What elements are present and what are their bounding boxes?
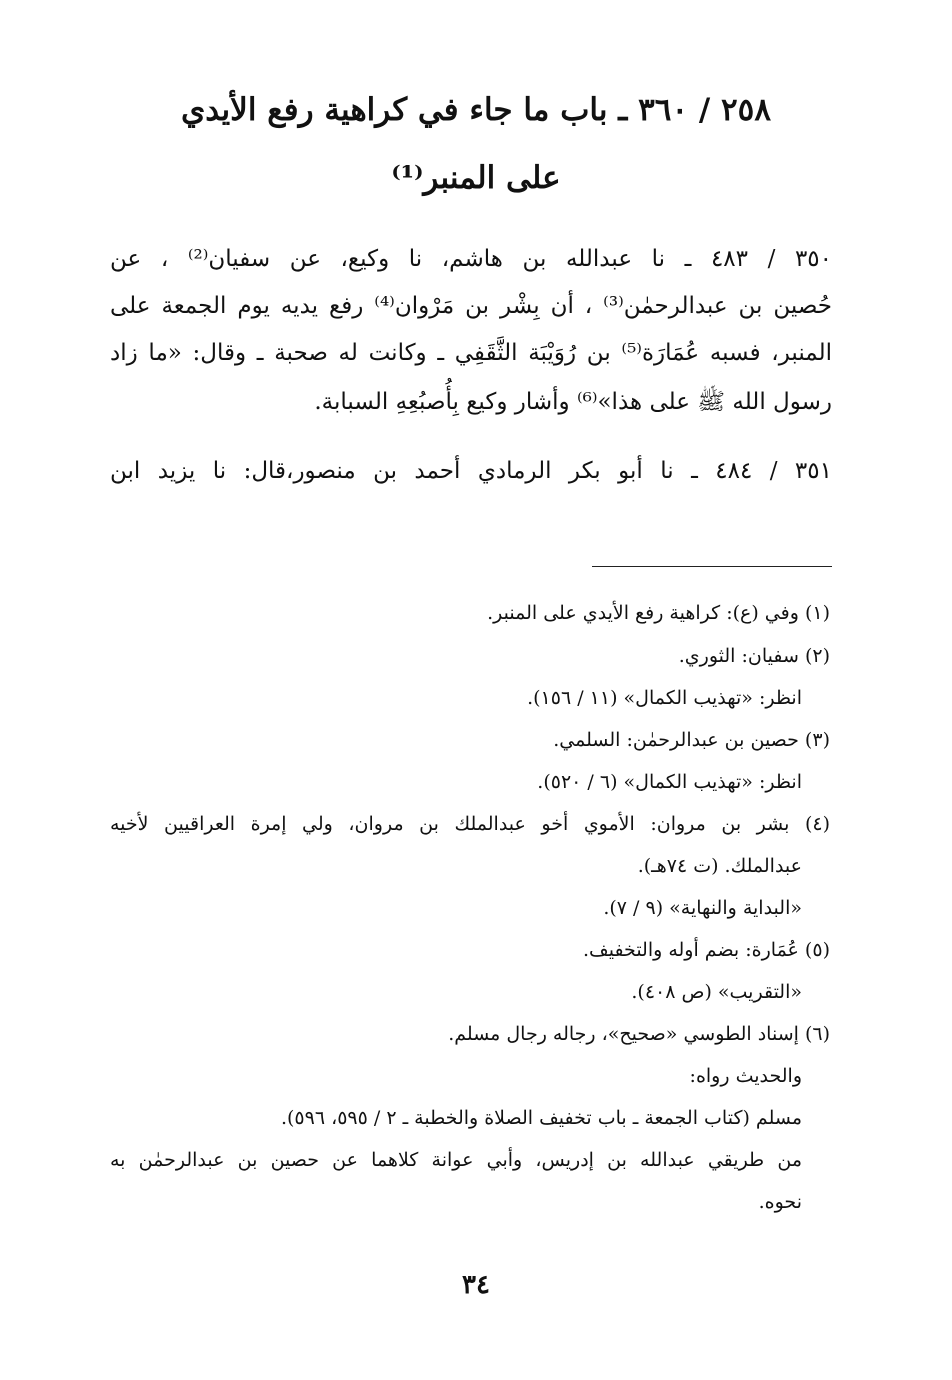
chapter-title: ٢٥٨ / ٣٦٠ ـ باب ما جاء في كراهية رفع الأيدي	[181, 92, 771, 128]
footnote-2: (٢) سفيان: الثوري.	[678, 645, 830, 667]
footnote-3: (٣) حصين بن عبدالرحمٰن: السلمي.	[553, 729, 830, 751]
chapter-title-continuation: على المنبر⁽¹⁾	[391, 160, 561, 196]
footnote-5-reference: «التقريب» (ص ٤٠٨).	[631, 981, 802, 1003]
footnote-6-line-2: والحديث رواه:	[689, 1065, 802, 1087]
page-number: ٣٤	[462, 1270, 490, 1300]
footnote-2-reference: انظر: «تهذيب الكمال» (١١ / ١٥٦).	[527, 687, 802, 709]
footnote-3-reference: انظر: «تهذيب الكمال» (٦ / ٥٢٠).	[537, 771, 802, 793]
footnote-4: (٤) بشر بن مروان: الأموي أخو عبدالملك بن مروان، ولي إمرة العراقيين لأخيه	[110, 813, 830, 835]
footnote-6-line-5: نحوه.	[758, 1191, 802, 1213]
hadith-350-line-1: ٣٥٠ / ٤٨٣ ـ نا عبدالله بن هاشم، نا وكيع، عن سفيان⁽²⁾ ، عن	[110, 246, 832, 272]
hadith-350-line-4: رسول الله ﷺ على هذا»⁽⁶⁾ وأشار وكيع بِأُصبُعِهِ السبابة.	[314, 389, 832, 415]
footnote-separator	[592, 566, 832, 567]
footnote-6-line-4: من طريقي عبدالله بن إدريس، وأبي عوانة كلاهما عن حصين بن عبدالرحمٰن به	[110, 1149, 802, 1171]
footnote-6: (٦) إسناد الطوسي «صحيح»، رجاله رجال مسلم.	[448, 1023, 830, 1045]
footnote-4-reference: «البداية والنهاية» (٩ / ٧).	[603, 897, 802, 919]
footnote-4-continuation: عبدالملك. (ت ٧٤هـ).	[637, 855, 802, 877]
hadith-350-line-2: حُصين بن عبدالرحمٰن⁽³⁾ ، أن بِشْر بن مَرْوان⁽⁴⁾ رفع يديه يوم الجمعة على	[110, 293, 832, 319]
hadith-351-line-1: ٣٥١ / ٤٨٤ ـ نا أبو بكر الرمادي أحمد بن منصور،قال: نا يزيد ابن	[110, 458, 832, 484]
footnote-5: (٥) عُمَارة: بضم أوله والتخفيف.	[583, 939, 830, 961]
footnote-1: (١) وفي (ع): كراهية رفع الأيدي على المنبر.	[487, 602, 830, 624]
hadith-350-line-3: المنبر، فسبه عُمَارَة⁽⁵⁾ بن رُوَيْبَة الثَّقَفِي ـ وكانت له صحبة ـ وقال: «ما زاد	[110, 340, 832, 366]
footnote-6-line-3: مسلم (كتاب الجمعة ـ باب تخفيف الصلاة والخطبة ـ ٢ / ٥٩٥، ٥٩٦).	[280, 1107, 802, 1129]
